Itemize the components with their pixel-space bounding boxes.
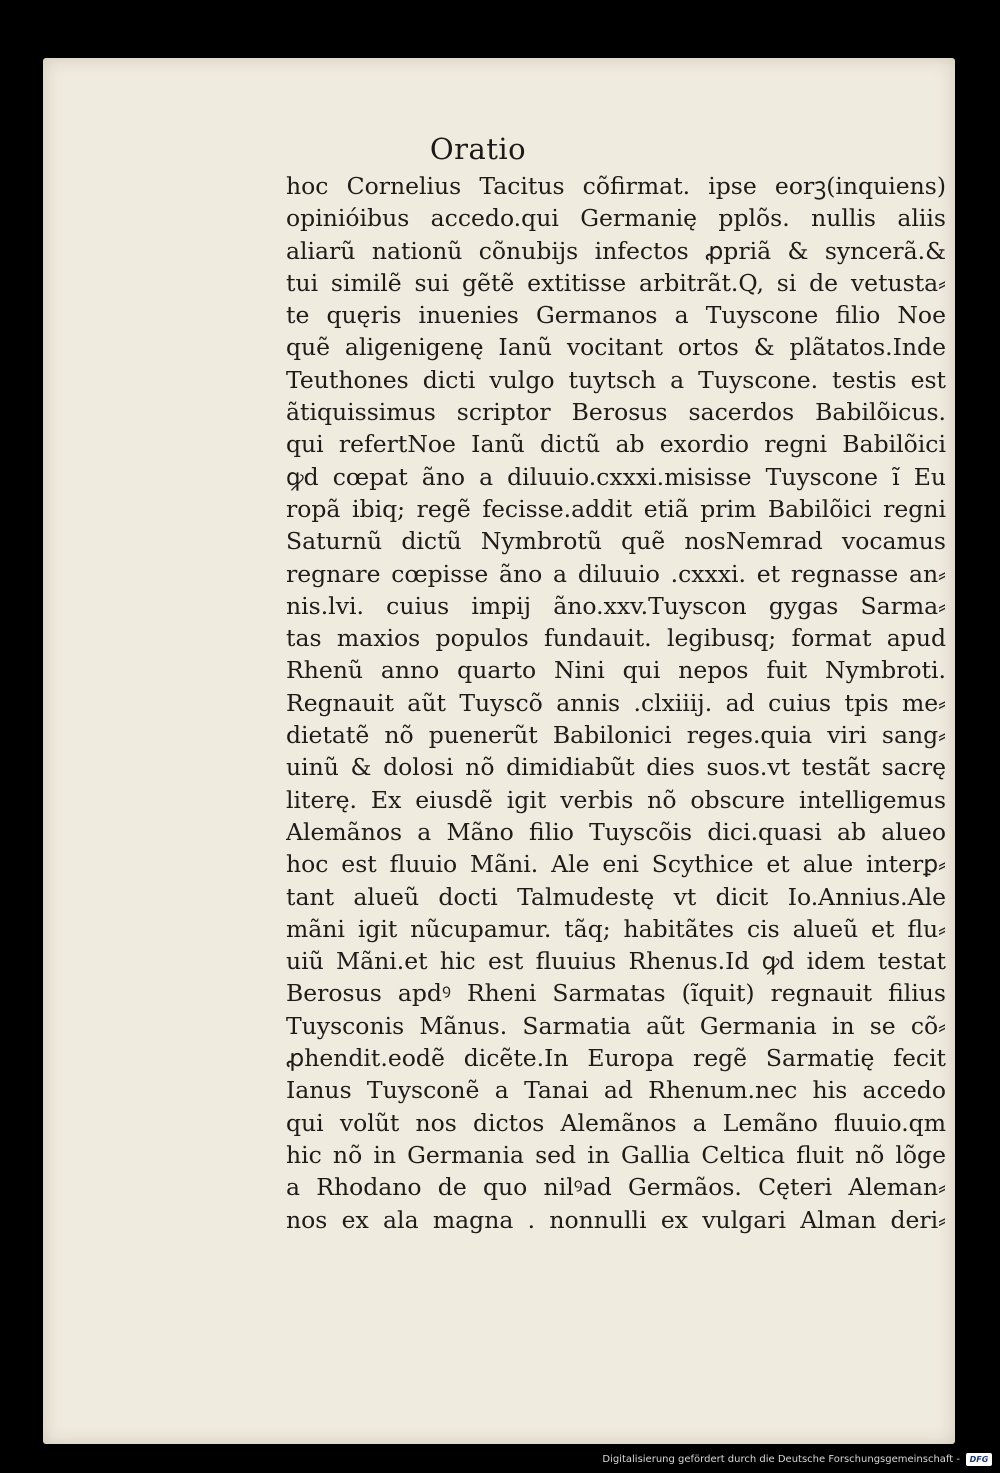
text-line: tui similẽ sui gẽtẽ extitisse arbitrãt.Q, si de vetusta⸗ [286,268,946,297]
text-line: a Rhodano de quo nilꝰad Germãos. Cęteri Aleman⸗ [286,1173,946,1202]
text-line: Berosus apdꝰ Rheni Sarmatas (ĩquit) regnauit filius [286,979,946,1008]
text-line: tant alueũ docti Talmudestę vt dicit Io.Annius.Ale [286,882,946,911]
text-line: ropã ibiq; regẽ fecisse.addit etiã prim Babilõici regni [286,494,946,523]
text-line: Teuthones dicti vulgo tuytsch a Tuyscone. testis est [286,365,946,394]
text-line: Regnauit aũt Tuyscõ annis .clxiiij. ad cuius tpis me⸗ [286,688,946,717]
page-heading: Oratio [429,132,527,166]
dfg-logo-text: DFG [969,1455,989,1464]
text-line: nos ex ala magna . nonnulli ex vulgari Alman deri⸗ [286,1205,946,1234]
text-line: hoc Cornelius Tacitus cõfirmat. ipse eorꝫ(inquiens) [286,172,946,200]
text-line: ꝓhendit.eodẽ dicẽte.In Europa regẽ Sarmatię fecit [286,1044,946,1073]
text-line: ãtiquissimus scriptor Berosus sacerdos Babilõicus. [286,398,946,427]
book-page [43,58,955,1444]
text-line: hic nõ in Germania sed in Gallia Celtica fluit nõ lõge [286,1140,946,1169]
text-line: nis.lvi. cuius impij ãno.xxv.Tuyscon gygas Sarma⸗ [286,591,946,620]
text-line: Rhenũ anno quarto Nini qui nepos fuit Nymbroti. [286,656,946,685]
text-line: quẽ aligenigenę Ianũ vocitant ortos & plãtatos.Inde [286,333,946,362]
text-line: opinióibus accedo.qui Germanię pplõs. nullis aliis [286,204,946,233]
text-line: uinũ & dolosi nõ dimidiabũt dies suos.vt testãt sacrę [286,753,946,782]
text-block [286,170,946,1236]
text-line: ꝙd cœpat ãno a diluuio.cxxxi.misisse Tuyscone ĩ Eu [286,462,946,491]
text-line: dietatẽ nõ puenerũt Babilonici reges.quia viri sang⸗ [286,721,946,750]
funding-note: Digitalisierung gefördert durch die Deutsche Forschungsgemeinschaft - [602,1454,960,1465]
text-line: tas maxios populos fundauit. legibusq; format apud [286,624,946,653]
text-line: Tuysconis Mãnus. Sarmatia aũt Germania in se cõ⸗ [286,1011,946,1040]
text-line: Alemãnos a Mãno filio Tuyscõis dici.quasi ab alueo [286,817,946,846]
dfg-logo-icon [966,1453,992,1466]
text-line: qui refertNoe Ianũ dictũ ab exordio regni Babilõici [286,430,946,459]
text-line: Saturnũ dictũ Nymbrotũ quẽ nosNemrad vocamus [286,527,946,556]
text-line: qui volũt nos dictos Alemãnos a Lemãno fluuio.qm [286,1108,946,1137]
text-line: literę. Ex eiusdẽ igit verbis nõ obscure intelligemus [286,785,946,814]
text-line: uiũ Mãni.et hic est fluuius Rhenus.Id ꝙd idem testat [286,947,946,976]
text-line: te quęris inuenies Germanos a Tuyscone filio Noe [286,301,946,330]
text-line: mãni igit nũcupamur. tãq; habitãtes cis alueũ et flu⸗ [286,914,946,943]
text-line: Ianus Tuysconẽ a Tanai ad Rhenum.nec his accedo [286,1076,946,1105]
text-line: aliarũ nationũ cõnubijs infectos ꝓpriã & syncerã.& [286,236,946,265]
text-line: hoc est fluuio Mãni. Ale eni Scythice et alue interꝑ⸗ [286,850,946,879]
text-line: regnare cœpisse ãno a diluuio .cxxxi. et regnasse an⸗ [286,559,946,588]
